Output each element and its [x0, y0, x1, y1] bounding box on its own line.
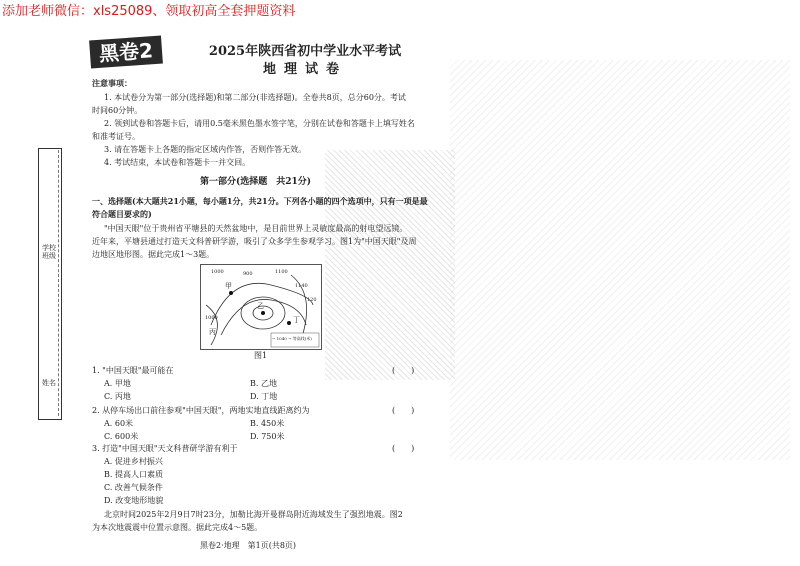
section-instruction: 一、选择题(本大题共21小题，每小题1分，共21分。下列各小题的四个选项中，只有一项是最: [92, 196, 428, 206]
passage-line: 北京时间2025年2月9日7时23分，加勒比海开曼群岛附近海域发生了强烈地震。图2: [104, 510, 403, 519]
notice-line: 3. 请在答题卡上各题的指定区域内作答，否则作答无效。: [104, 145, 307, 154]
strip-label-name: 姓名: [42, 379, 56, 387]
watermark-text: 添加老师微信：xls25089、领取初高全套押题资料: [2, 4, 296, 19]
map-label-bing: 丙: [209, 328, 216, 336]
contour-value: 120: [307, 297, 317, 303]
question-stem: 1. "中国天眼"最可能在: [92, 366, 174, 375]
answer-paren: ( ): [392, 444, 415, 453]
binding-dashed-line: [58, 150, 60, 416]
point-marker: [229, 291, 233, 295]
contour-value: 1140: [295, 283, 308, 289]
contour-value: 1100: [275, 269, 288, 275]
option: D. 改变地形地貌: [104, 496, 164, 505]
notice-line: 4. 考试结束，本试卷和答题卡一并交回。: [104, 158, 251, 167]
contour-map: [200, 264, 322, 350]
strip-label-school: 学校班级: [42, 244, 56, 260]
option: B. 乙地: [250, 379, 277, 388]
point-marker: [287, 321, 291, 325]
section-instruction-2: 符合题目要求的): [92, 209, 152, 219]
option: B. 提高人口素质: [104, 470, 163, 479]
exam-subject: 地理试卷: [262, 62, 347, 77]
passage-line: 为本次地震震中位置示意图。据此完成4～5题。: [92, 523, 263, 532]
scan-noise-2: [325, 150, 455, 380]
option: A. 促进乡村振兴: [104, 457, 163, 466]
question-stem: 2. 从停车场出口前往参观"中国天眼"，两地实地直线距离约为: [92, 406, 310, 415]
contour-value: 1060: [205, 315, 218, 321]
question-stem: 3. 打造"中国天眼"天文科普研学游有利于: [92, 444, 238, 453]
option: D. 丁地: [250, 392, 278, 401]
passage-line: 边地区地形图。据此完成1～3题。: [92, 250, 215, 259]
map-legend: ~ 1040 ~ 等高线(米): [272, 336, 312, 341]
notice-line: 2. 领到试卷和答题卡后，请用0.5毫米黑色墨水签字笔，分别在试卷和答题卡上填写姓名: [104, 119, 415, 128]
notice-heading: 注意事项：: [92, 78, 132, 88]
notice-line: 1. 本试卷分为第一部分(选择题)和第二部分(非选择题)。全卷共8页，总分60分。考试: [104, 93, 406, 102]
map-label-yi: 乙: [257, 302, 264, 310]
answer-paren: ( ): [392, 406, 415, 415]
figure-caption: 图1: [254, 351, 268, 360]
notice-line: 和准考证号。: [92, 132, 140, 141]
option: B. 450米: [250, 419, 285, 428]
map-label-ding: 丁: [293, 316, 300, 324]
option: C. 600米: [104, 432, 139, 441]
exam-title: 2025年陕西省初中学业水平考试: [208, 44, 402, 59]
contour-value: 900: [243, 271, 253, 277]
contour-line: [206, 305, 217, 345]
notice-line: 时间60分钟。: [92, 106, 143, 115]
option: A. 60米: [104, 419, 134, 428]
passage-line: "中国天眼"位于贵州省平塘县的天然盆地中，是目前世界上灵敏度最高的射电望远镜。: [104, 224, 408, 233]
page-footer: 黑卷2·地理 第1页(共8页): [200, 541, 297, 550]
answer-paren: ( ): [392, 366, 415, 375]
option: A. 甲地: [104, 379, 131, 388]
option: D. 750米: [250, 432, 285, 441]
passage-line: 近年来，平塘县通过打造天文科普研学游，吸引了众多学生参观学习。图1为"中国天眼"及周: [92, 237, 417, 246]
scan-noise: [450, 60, 790, 460]
contour-value: 1000: [211, 269, 224, 275]
option: C. 改善气候条件: [104, 483, 163, 492]
exam-badge: 黑卷2: [89, 36, 163, 69]
map-label-jia: 甲: [225, 282, 232, 290]
part-heading: 第一部分(选择题 共21分): [200, 177, 312, 187]
option: C. 丙地: [104, 392, 131, 401]
point-marker: [261, 311, 265, 315]
